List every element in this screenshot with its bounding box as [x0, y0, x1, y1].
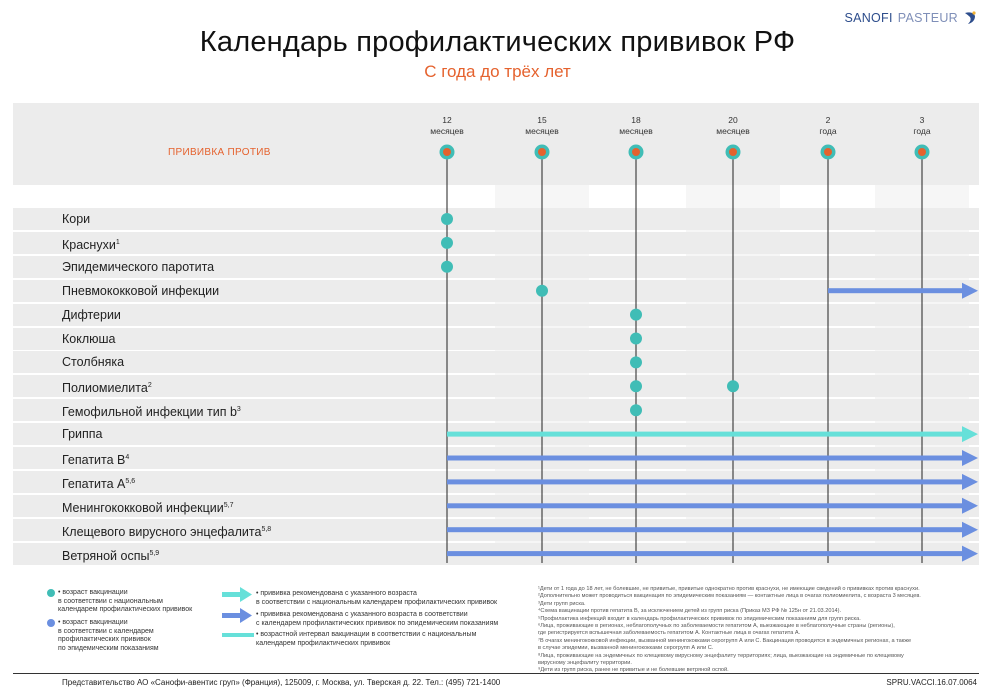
- footnote-line: ⁵Профилактика инфекций входит в календарь профилактических прививок по эпидемическим показаниям для групп риска.: [538, 615, 861, 622]
- vaccination-dot: [630, 333, 642, 345]
- vaccine-header: ПРИВИВКА ПРОТИВ: [168, 147, 271, 158]
- footnote-ref: 5,7: [223, 501, 234, 509]
- recommendation-arrow-head: [962, 283, 978, 299]
- legend-blue-arrow-text: • прививка рекомендована с указанного возраста в соответствии с календарем профилактических прививок по эпидемическим показаниям: [256, 611, 499, 627]
- age-unit: года: [913, 126, 931, 136]
- legend-bar-text: • возрастной интервал вакцинации в соответствии с национальным календарем профилактических прививок: [256, 631, 477, 647]
- age-number: 18: [631, 115, 641, 125]
- vaccine-name: Пневмококковой инфекции: [62, 283, 220, 298]
- footnote-line: ¹Дети от 1 года до 18 лет, не болевшие, не привитые, привитые однократно против краснухи, не имеющие сведений о прививках против краснухи.: [538, 586, 920, 592]
- age-number: 2: [825, 115, 831, 125]
- footnotes: [538, 586, 978, 675]
- age-number: 12: [442, 115, 452, 125]
- footnote-line: ³Дети групп риска.: [538, 600, 586, 607]
- age-unit: месяцев: [716, 126, 750, 136]
- age-unit: месяцев: [430, 126, 464, 136]
- vaccine-name: Полиомиелита: [62, 381, 148, 396]
- vaccine-name: Эпидемического паротита: [62, 259, 215, 274]
- recommendation-arrow-shaft: [828, 288, 964, 293]
- vaccine-name: Краснухи: [62, 238, 116, 253]
- recommendation-arrow-head: [962, 498, 978, 514]
- footnote-line: ⁷В очагах менингококковой инфекции, вызванной менингококками серогрупп А или С. Вакцинация проводится в эндемичных регионах, а также: [538, 637, 912, 644]
- vaccine-name: Коклюша: [62, 331, 116, 346]
- footnote-ref: 3: [236, 406, 241, 414]
- legend-teal-arrow-icon: [222, 587, 252, 602]
- logo-sub: PASTEUR: [897, 11, 958, 25]
- age-marker-inner: [824, 148, 832, 156]
- footnote-ref: 5,8: [261, 525, 272, 533]
- document-code: SPRU.VACCI.16.07.0064: [886, 678, 977, 687]
- vaccine-name: Гемофильной инфекции тип b: [62, 405, 237, 420]
- vaccination-dot: [630, 356, 642, 368]
- age-marker-inner: [918, 148, 926, 156]
- age-unit: года: [819, 126, 837, 136]
- vaccine-name: Дифтерии: [62, 307, 121, 322]
- legend-blue-arrow-icon: [222, 608, 252, 623]
- recommendation-arrow-head: [962, 546, 978, 562]
- age-marker-inner: [632, 148, 640, 156]
- logo-brand: SANOFI: [844, 11, 893, 25]
- vaccine-name: Ветряной оспы: [62, 548, 150, 563]
- footnote-line: ⁸Лица, проживающие на эндемичных по клещевому вирусному энцефалиту территориях; лица, выезжающие на эндемичные по клещевому: [538, 652, 904, 659]
- vaccine-name: Гепатита А: [62, 477, 126, 492]
- vaccine-name: Гриппа: [62, 427, 103, 442]
- footnote-ref: 5,6: [125, 477, 136, 485]
- vaccine-name: Клещевого вирусного энцефалита: [62, 524, 262, 539]
- vaccine-name: Гепатита В: [62, 453, 126, 468]
- legend-blue-dot-text: • возраст вакцинации в соответствии с календарем профилактических прививок по эпидемическим показаниям: [58, 619, 159, 652]
- legend-teal-dot-icon: [47, 589, 55, 597]
- age-marker-inner: [729, 148, 737, 156]
- footnote-line: где регистрируется вспышечная заболеваемость гепатитом А. Контактные лица в очагах гепатита А.: [538, 630, 801, 637]
- recommendation-arrow-head: [962, 522, 978, 538]
- vaccination-dot: [630, 404, 642, 416]
- legend-teal-arrow-text: • прививка рекомендована с указанного возраста в соответствии с национальным календарем профилактических прививок: [256, 590, 498, 606]
- vaccination-dot: [536, 285, 548, 297]
- vaccination-dot: [727, 380, 739, 392]
- footnote-line: в случае эпидемии, вызванной менингококками серогрупп А или С.: [538, 645, 714, 652]
- footnote-ref: 1: [115, 238, 120, 246]
- vaccine-name: Столбняка: [62, 355, 125, 370]
- age-marker-inner: [538, 148, 546, 156]
- page-title: Календарь профилактических прививок РФ: [199, 26, 796, 58]
- recommendation-arrow-head: [962, 450, 978, 466]
- footer-address: Представительство АО «Санофи-авентис груп» (Франция), 125009, г. Москва, ул. Тверская д. 22. Тел.: (495) 721-1400: [62, 678, 501, 687]
- legend-teal-dot-text: • возраст вакцинации в соответствии с национальным календарем профилактических прививок: [58, 589, 193, 613]
- age-number: 20: [728, 115, 738, 125]
- age-number: 3: [919, 115, 925, 125]
- age-number: 15: [537, 115, 547, 125]
- vaccine-name: Кори: [62, 212, 91, 226]
- vaccination-dot: [630, 309, 642, 321]
- recommendation-arrow-head: [962, 426, 978, 442]
- legend-bar-icon: [222, 633, 254, 637]
- vaccination-dot: [630, 380, 642, 392]
- footnote-line: ²Дополнительно может проводиться вакцинация по эпидемическим показаниям — контактные лица в очагах полиомиелита, с возраста 3 месяцев.: [538, 593, 921, 600]
- vaccine-name: Менингококковой инфекции: [62, 500, 224, 515]
- footnote-ref: 4: [125, 454, 130, 461]
- recommendation-arrow-head: [962, 474, 978, 490]
- footnote-ref: 2: [147, 382, 152, 390]
- footnote-line: ⁹Дети из групп риска, ранее не привитые и не болевшие ветряной оспой.: [538, 667, 729, 674]
- footnote-ref: 5,9: [149, 549, 160, 557]
- footnote-line: ⁴Схема вакцинации против гепатита В, за исключением детей из групп риска (Приказ МЗ РФ № 125н от 21.03.2014).: [538, 608, 842, 615]
- age-unit: месяцев: [525, 126, 559, 136]
- footer-divider: [13, 673, 979, 674]
- age-unit: месяцев: [619, 126, 653, 136]
- footnote-line: вирусному энцефалиту территории.: [538, 660, 632, 667]
- legend-blue-dot-icon: [47, 619, 55, 627]
- footnote-line: ⁶Лица, проживающие в регионах, неблагополучных по заболеваемости гепатитом А, выезжающие в неблагополучные страны (регионы),: [538, 623, 895, 630]
- page-subtitle: С года до трёх лет: [424, 62, 571, 81]
